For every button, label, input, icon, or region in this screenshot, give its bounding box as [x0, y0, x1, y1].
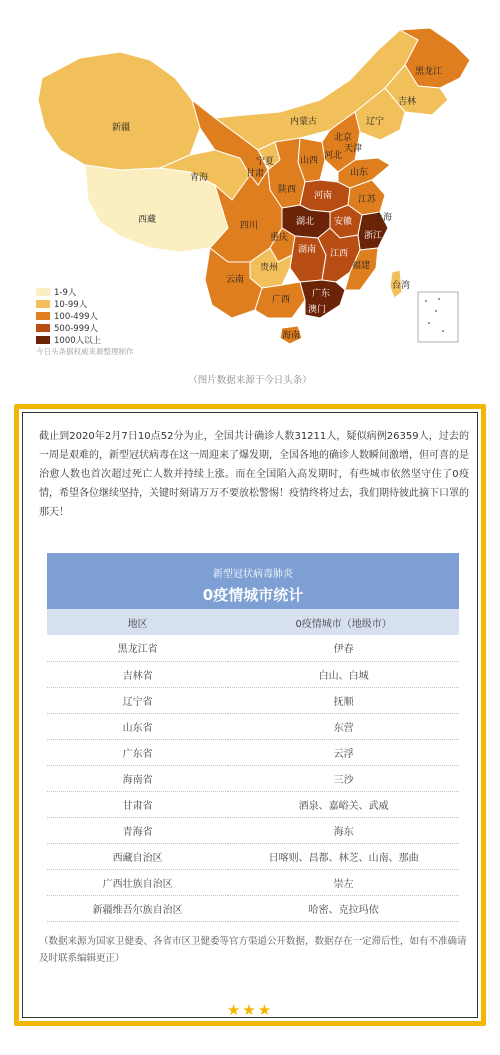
- label-beijing: 北京: [334, 133, 353, 143]
- column-header-region: 地区: [47, 609, 228, 635]
- legend-item: [36, 298, 101, 309]
- legend-label: 10-99人: [54, 299, 88, 310]
- label-xinjiang: 新疆: [112, 123, 131, 133]
- label-fujian: 福建: [352, 261, 371, 271]
- table-row: [47, 687, 459, 713]
- epidemic-map-section: [0, 0, 500, 395]
- row-cities: 云浮: [228, 739, 459, 765]
- article-frame: [14, 404, 486, 1026]
- legend-label: 1-9人: [54, 287, 77, 298]
- label-guangdong: 广东: [312, 289, 331, 299]
- data-source-footnote: （数据来源为国家卫健委、各省市区卫健委等官方渠道公开数据，数据存在一定滞后性，如有不准确请及时联系编辑更正）: [39, 936, 467, 964]
- table-row: [47, 895, 459, 921]
- legend-label: 1000人以上: [54, 335, 102, 346]
- row-cities: 崇左: [228, 869, 459, 895]
- table-row: [47, 791, 459, 817]
- table-row: [47, 713, 459, 739]
- zero-case-city-table: [47, 553, 459, 922]
- row-region: 辽宁省: [47, 687, 228, 713]
- table-header: [47, 553, 459, 609]
- label-hainan: 海南: [282, 331, 301, 341]
- legend-item: [36, 322, 101, 333]
- row-region: 西藏自治区: [47, 843, 228, 869]
- row-region: 海南省: [47, 765, 228, 791]
- table-header-cell: [47, 553, 459, 609]
- label-taiwan: 台湾: [392, 281, 411, 291]
- column-header-cities: 0疫情城市（地级市）: [228, 609, 459, 635]
- label-shandong: 山东: [350, 168, 369, 178]
- legend-swatch: [36, 300, 50, 308]
- label-shanxi: 山西: [300, 156, 319, 166]
- label-jiangsu: 江苏: [358, 195, 377, 205]
- table-row: [47, 635, 459, 661]
- label-guizhou: 贵州: [260, 263, 279, 273]
- region-xinjiang: [38, 52, 200, 170]
- row-cities: 酒泉、嘉峪关、武威: [228, 791, 459, 817]
- label-yunnan: 云南: [226, 275, 245, 285]
- map-legend: [36, 286, 101, 346]
- label-hunan: 湖南: [298, 245, 317, 255]
- label-heilongjiang: 黑龙江: [415, 67, 443, 77]
- table-subtitle: 新型冠状病毒肺炎: [213, 568, 293, 580]
- intro-paragraph: 截止到2020年2月7日10点52分为止，全国共计确诊人数31211人，疑似病例26359人，过去的一周是艰难的，新型冠状病毒在这一周迎来了爆发期，全国各地的确诊人数瞬间激增，但可喜的是治愈人数也首次超过死亡人数并持续上涨。而在全国陷入高发期时，有些城市依然坚守住了0疫情，希望各位继续坚持，关键时刻请万万不要放松警惕！疫情终将过去，我们期待彼此摘下口罩的那天！: [39, 431, 469, 518]
- legend-swatch: [36, 312, 50, 320]
- row-region: 广东省: [47, 739, 228, 765]
- label-jiangxi: 江西: [330, 249, 349, 259]
- row-cities: 东营: [228, 713, 459, 739]
- row-cities: 海东: [228, 817, 459, 843]
- row-cities: 白山、白城: [228, 661, 459, 687]
- label-jilin: 吉林: [398, 97, 417, 107]
- label-qinghai: 青海: [190, 173, 209, 183]
- row-region: 青海省: [47, 817, 228, 843]
- legend-label: 500-999人: [54, 323, 99, 334]
- label-gansu: 甘肃: [246, 169, 265, 179]
- label-hebei: 河北: [324, 151, 343, 161]
- label-zhejiang: 浙江: [364, 231, 383, 241]
- label-xizang: 西藏: [138, 215, 157, 225]
- label-anhui: 安徽: [334, 217, 353, 227]
- label-liaoning: 辽宁: [366, 117, 385, 127]
- table-row: [47, 739, 459, 765]
- label-guangxi: 广西: [272, 295, 291, 305]
- label-hubei: 湖北: [296, 217, 315, 227]
- row-region: 广西壮族自治区: [47, 869, 228, 895]
- row-region: 新疆维吾尔族自治区: [47, 895, 228, 921]
- row-region: 甘肃省: [47, 791, 228, 817]
- label-ningxia: 宁夏: [256, 157, 275, 167]
- label-chongqing: 重庆: [270, 233, 289, 243]
- legend-item: [36, 310, 101, 321]
- label-shanghai: 上海: [374, 213, 393, 223]
- row-cities: 抚顺: [228, 687, 459, 713]
- legend-swatch: [36, 288, 50, 296]
- row-cities: 伊春: [228, 635, 459, 661]
- table-column-header: [47, 609, 459, 635]
- row-region: 山东省: [47, 713, 228, 739]
- legend-swatch: [36, 324, 50, 332]
- table-row: [47, 765, 459, 791]
- label-neimenggu: 内蒙古: [290, 117, 318, 127]
- label-tianjin: 天津: [344, 144, 363, 154]
- table-row: [47, 843, 459, 869]
- legend-item: [36, 334, 101, 345]
- legend-swatch: [36, 336, 50, 344]
- label-sichuan: 四川: [240, 221, 259, 231]
- label-shaanxi: 陕西: [278, 185, 297, 195]
- table-title: 0疫情城市统计: [202, 585, 304, 604]
- row-cities: 哈密、克拉玛依: [228, 895, 459, 921]
- label-henan: 河南: [314, 191, 333, 201]
- row-region: 吉林省: [47, 661, 228, 687]
- table-row: [47, 869, 459, 895]
- row-region: 黑龙江省: [47, 635, 228, 661]
- legend-label: 100-499人: [54, 311, 99, 322]
- table-row: [47, 817, 459, 843]
- label-aomen: 澳门: [308, 305, 327, 315]
- article-frame-inner: [22, 412, 478, 1018]
- row-cities: 三沙: [228, 765, 459, 791]
- map-watermark: 今日头条据权威来源整理制作: [36, 347, 134, 356]
- row-cities: 日喀则、昌都、林芝、山南、那曲: [228, 843, 459, 869]
- table-row: [47, 661, 459, 687]
- inset-islands: [425, 298, 444, 332]
- decorative-stars-icon: ★★★: [226, 1001, 274, 1019]
- image-caption: （图片数据来源于今日头条）: [188, 375, 312, 386]
- legend-item: [36, 286, 101, 297]
